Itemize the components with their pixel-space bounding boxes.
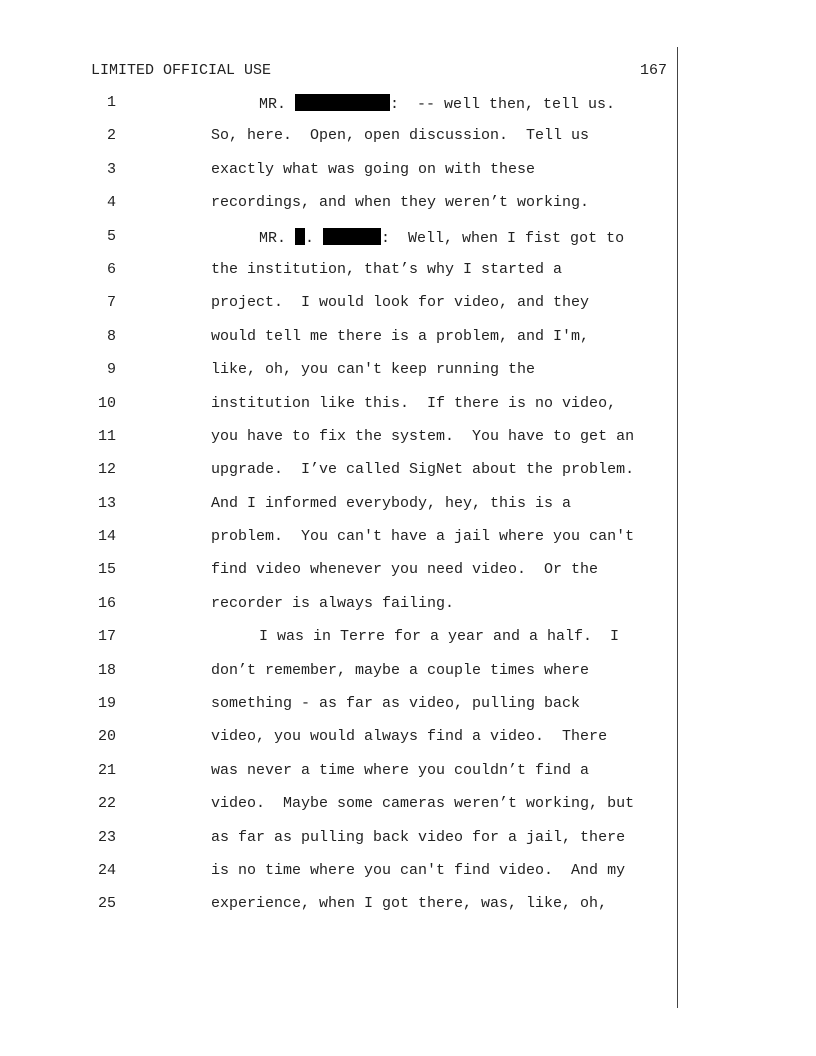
transcript-body <box>0 94 676 929</box>
line-number: 8 <box>106 327 116 345</box>
redaction-block <box>295 94 390 111</box>
line-text <box>211 528 634 545</box>
line-text <box>259 94 615 113</box>
line-number: 17 <box>97 628 116 646</box>
text-segment: experience, when I got there, was, like, oh, <box>211 895 608 913</box>
transcript-line <box>0 528 676 561</box>
line-number: 21 <box>97 761 116 779</box>
text-segment: : Well, when I fist got to <box>381 229 625 247</box>
line-number: 22 <box>97 795 116 813</box>
line-text <box>211 495 571 512</box>
line-number: 9 <box>106 361 116 379</box>
redaction-block <box>295 228 305 245</box>
text-segment: MR. <box>259 96 296 113</box>
text-segment: video. Maybe some cameras weren’t working, but <box>211 795 635 813</box>
line-text <box>211 161 535 178</box>
line-number: 16 <box>97 594 116 612</box>
line-number: 20 <box>97 728 116 746</box>
line-number: 4 <box>106 194 116 212</box>
text-segment: would tell me there is a problem, and I'm, <box>211 327 590 345</box>
transcript-line <box>0 228 676 261</box>
text-segment: recordings, and when they weren’t working. <box>211 194 590 212</box>
line-text <box>211 561 598 578</box>
transcript-line <box>0 294 676 327</box>
transcript-line <box>0 194 676 227</box>
text-segment: problem. You can't have a jail where you can't <box>211 528 635 546</box>
transcript-line <box>0 762 676 795</box>
line-number: 12 <box>97 461 116 479</box>
margin-rule <box>677 47 678 1008</box>
text-segment: exactly what was going on with these <box>211 160 536 178</box>
line-number: 2 <box>106 127 116 145</box>
text-segment: : -- well then, tell us. <box>390 96 616 113</box>
line-number: 15 <box>97 561 116 579</box>
transcript-line <box>0 662 676 695</box>
text-segment: And I informed everybody, hey, this is a <box>211 494 572 512</box>
text-segment: project. I would look for video, and they <box>211 294 590 312</box>
line-text <box>211 762 589 779</box>
text-segment: . <box>305 229 324 247</box>
transcript-line <box>0 895 676 928</box>
transcript-line <box>0 695 676 728</box>
transcript-line <box>0 829 676 862</box>
line-number: 1 <box>106 94 116 111</box>
line-number: 5 <box>106 227 116 245</box>
classification-header: LIMITED OFFICIAL USE <box>91 62 272 79</box>
line-number: 23 <box>97 828 116 846</box>
text-segment: as far as pulling back video for a jail, there <box>211 828 626 846</box>
line-number: 13 <box>97 494 116 512</box>
line-text <box>211 829 625 846</box>
line-text <box>211 595 454 612</box>
text-segment: don’t remember, maybe a couple times where <box>211 661 590 679</box>
transcript-line <box>0 361 676 394</box>
transcript-line <box>0 161 676 194</box>
line-text <box>211 261 562 278</box>
line-number: 24 <box>97 861 116 879</box>
text-segment: find video whenever you need video. Or the <box>211 561 599 579</box>
line-text <box>211 662 589 679</box>
transcript-line <box>0 595 676 628</box>
text-segment: was never a time where you couldn’t find a <box>211 761 590 779</box>
line-text <box>211 862 625 879</box>
line-text <box>211 695 580 712</box>
line-number: 19 <box>97 695 116 713</box>
text-segment: something - as far as video, pulling back <box>211 695 581 713</box>
transcript-line <box>0 628 676 661</box>
transcript-line <box>0 127 676 160</box>
redaction-block <box>323 228 381 245</box>
transcript-line <box>0 261 676 294</box>
text-segment: MR. <box>259 229 296 247</box>
line-number: 10 <box>97 394 116 412</box>
line-text <box>211 428 634 445</box>
transcript-line <box>0 395 676 428</box>
line-text <box>211 294 589 311</box>
transcript-line <box>0 862 676 895</box>
line-text <box>259 228 624 247</box>
text-segment: like, oh, you can't keep running the <box>211 361 536 379</box>
line-number: 6 <box>106 260 116 278</box>
text-segment: I was in Terre for a year and a half. I <box>259 628 620 646</box>
text-segment: institution like this. If there is no video, <box>211 394 617 412</box>
line-number: 25 <box>97 895 116 913</box>
line-text <box>259 628 619 645</box>
line-text <box>211 194 589 211</box>
line-number: 11 <box>97 427 116 445</box>
transcript-line <box>0 561 676 594</box>
line-text <box>211 361 535 378</box>
text-segment: So, here. Open, open discussion. Tell us <box>211 127 590 145</box>
line-number: 3 <box>106 160 116 178</box>
line-number: 14 <box>97 528 116 546</box>
line-text <box>211 728 607 745</box>
line-number: 18 <box>97 661 116 679</box>
text-segment: you have to fix the system. You have to get an <box>211 427 635 445</box>
text-segment: is no time where you can't find video. And my <box>211 861 626 879</box>
text-segment: the institution, that’s why I started a <box>211 260 563 278</box>
line-number: 7 <box>106 294 116 312</box>
line-text <box>211 795 634 812</box>
line-text <box>211 127 589 144</box>
transcript-line <box>0 328 676 361</box>
line-text <box>211 395 616 412</box>
line-text <box>211 328 589 345</box>
text-segment: recorder is always failing. <box>211 594 455 612</box>
transcript-line <box>0 728 676 761</box>
text-segment: upgrade. I’ve called SigNet about the problem. <box>211 461 635 479</box>
line-text <box>211 895 607 912</box>
text-segment: video, you would always find a video. There <box>211 728 608 746</box>
transcript-line <box>0 461 676 494</box>
transcript-line <box>0 795 676 828</box>
page-number: 167 <box>639 62 667 79</box>
transcript-line <box>0 94 676 127</box>
line-text <box>211 461 634 478</box>
transcript-line <box>0 495 676 528</box>
transcript-line <box>0 428 676 461</box>
